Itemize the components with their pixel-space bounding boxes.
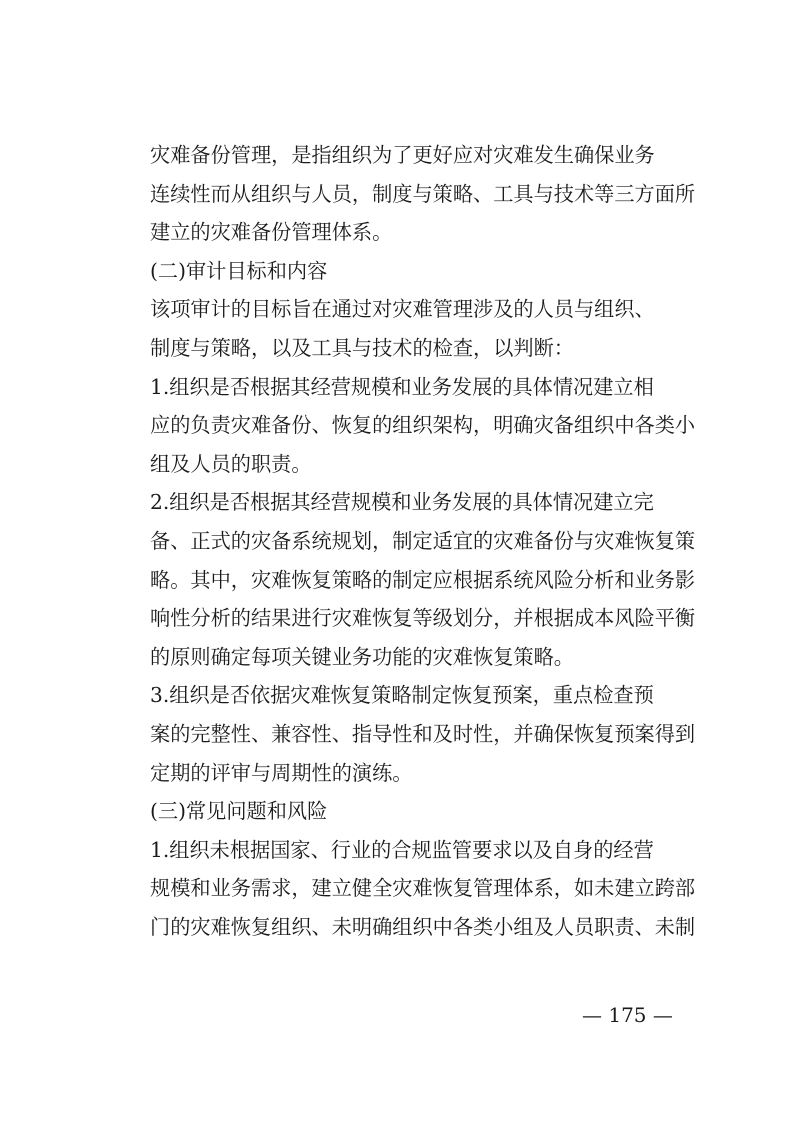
text-line: 1.组织未根据国家、行业的合规监管要求以及自身的经营 <box>150 837 654 862</box>
text-line: 制度与策略，以及工具与技术的检查，以判断： <box>150 335 574 360</box>
text-line: 连续性而从组织与人员，制度与策略、工具与技术等三方面所 <box>150 181 696 206</box>
text-line: 1.组织是否根据其经营规模和业务发展的具体情况建立相 <box>150 374 654 399</box>
list-item-2 <box>110 483 696 676</box>
text-line: 略。其中，灾难恢复策略的制定应根据系统风险分析和业务影 <box>150 567 696 592</box>
text-line: 该项审计的目标旨在通过对灾难管理涉及的人员与组织、 <box>150 297 655 322</box>
text-line: 门的灾难恢复组织、未明确组织中各类小组及人员职责、未制 <box>150 914 696 939</box>
paragraph-definition <box>110 136 696 252</box>
page-number: — 175 — <box>582 1003 673 1027</box>
text-line: 案的完整性、兼容性、指导性和及时性，并确保恢复预案得到 <box>150 721 696 746</box>
text-line: 3.组织是否依据灾难恢复策略制定恢复预案，重点检查预 <box>150 683 654 708</box>
text-line: 灾难备份管理，是指组织为了更好应对灾难发生确保业务 <box>150 143 655 167</box>
section-heading-common-issues: (三)常见问题和风险 <box>150 799 328 824</box>
body-text <box>110 136 696 946</box>
text-line: 建立的灾难备份管理体系。 <box>150 220 393 245</box>
paragraph-audit-goal <box>110 290 684 367</box>
text-line: 定期的评审与周期性的演练。 <box>150 760 413 785</box>
text-line: 2.组织是否根据其经营规模和业务发展的具体情况建立完 <box>150 490 654 515</box>
text-line: 组及人员的职责。 <box>150 451 312 476</box>
text-line: 应的负责灾难备份、恢复的组织架构，明确灾备组织中各类小 <box>150 413 696 438</box>
text-line: 备、正式的灾备系统规划，制定适宜的灾难备份与灾难恢复策 <box>150 528 696 553</box>
list-item-1 <box>110 368 696 484</box>
text-line: 规模和业务需求，建立健全灾难恢复管理体系，如未建立跨部 <box>150 876 696 901</box>
issue-item-1 <box>110 831 696 947</box>
text-line: 响性分析的结果进行灾难恢复等级划分，并根据成本风险平衡 <box>150 606 696 631</box>
list-item-3 <box>110 676 696 792</box>
text-line: 的原则确定每项关键业务功能的灾难恢复策略。 <box>150 644 574 669</box>
section-heading-audit-objectives: (二)审计目标和内容 <box>150 258 328 283</box>
